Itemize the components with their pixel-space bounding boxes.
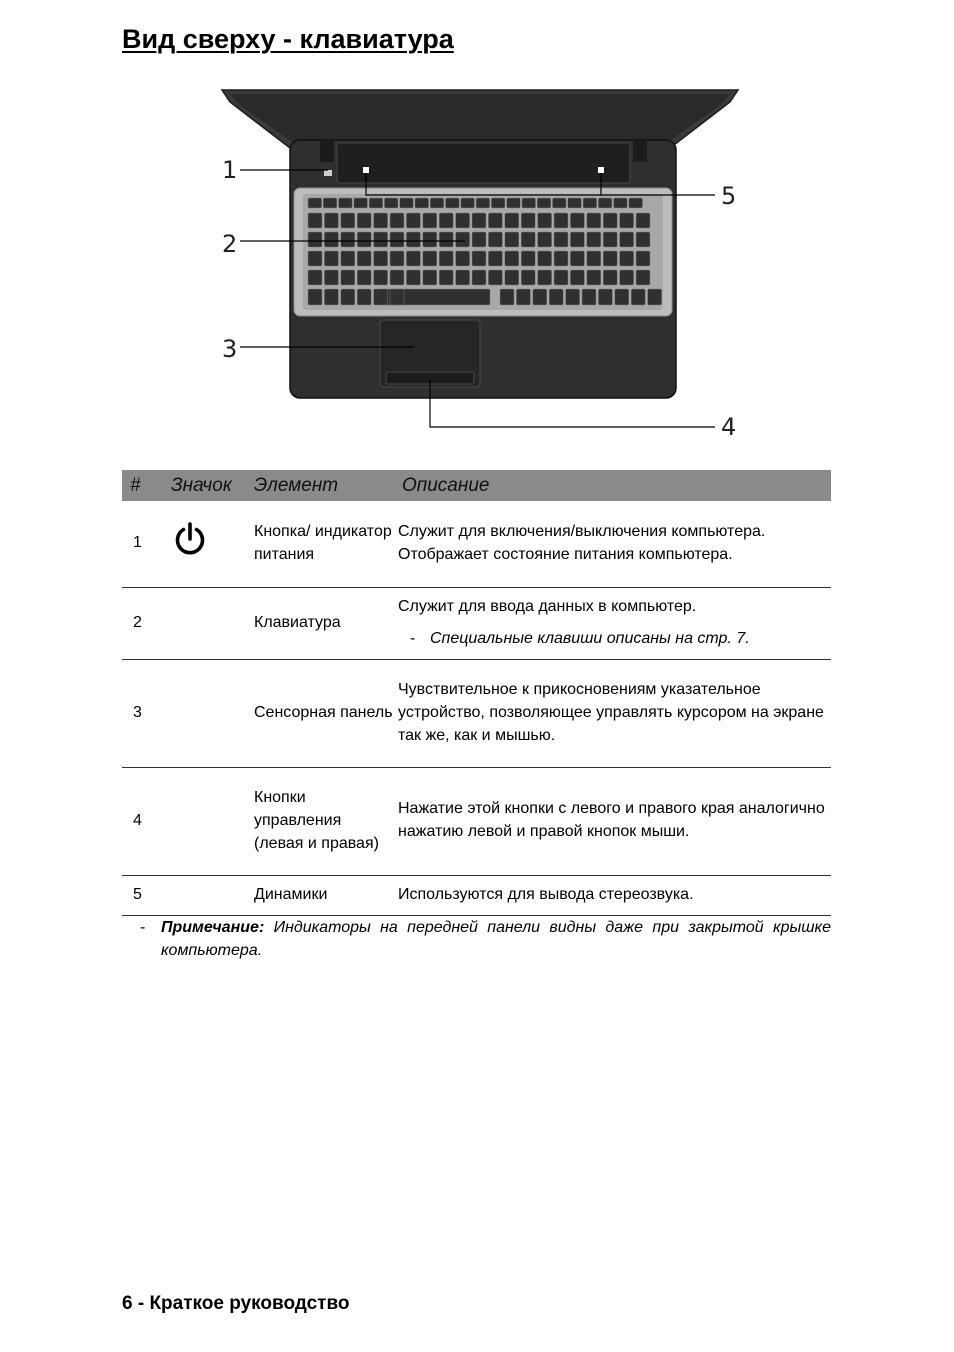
table-row	[122, 875, 831, 915]
laptop-top-view-figure	[200, 80, 760, 440]
row-element: Клавиатура	[246, 587, 394, 659]
row-description: Чувствительное к прикосновениям указательное устройство, позволяющее управлять курсором на экране так же, как и мышью.	[394, 659, 831, 767]
table-row	[122, 659, 831, 767]
row-num: 3	[122, 659, 163, 767]
subnote-dash: -	[410, 629, 416, 647]
header-num: #	[122, 470, 163, 501]
table-row	[122, 767, 831, 875]
row-description: Нажатие этой кнопки с левого и правого края аналогично нажатию левой и правой кнопок мыши.	[394, 767, 831, 875]
row-description: Используются для вывода стереозвука.	[394, 875, 831, 915]
callout-5: 5	[721, 182, 737, 210]
note-text: Индикаторы на передней панели видны даже при закрытой крышке компьютера.	[161, 919, 831, 959]
note-label: Примечание:	[161, 919, 265, 936]
power-icon	[163, 501, 246, 587]
callout-1: 1	[222, 156, 238, 184]
row-element: Кнопка/ индикатор питания	[246, 501, 394, 587]
row-num: 2	[122, 587, 163, 659]
laptop-illustration	[200, 80, 760, 440]
header-icon: Значок	[163, 470, 246, 501]
row-num: 5	[122, 875, 163, 915]
parts-table	[122, 470, 831, 916]
note-block	[140, 916, 831, 962]
table-header-row	[122, 470, 831, 501]
row-description: Служит для включения/выключения компьютера. Отображает состояние питания компьютера.	[394, 501, 831, 587]
table-row	[122, 587, 831, 659]
page-title: Вид сверху - клавиатура	[122, 24, 454, 54]
row-icon-empty	[163, 587, 246, 659]
note-dash: -	[140, 919, 146, 936]
header-element: Элемент	[246, 470, 394, 501]
row-subnote	[398, 627, 831, 650]
page-footer: 6 - Краткое руководство	[122, 1293, 350, 1314]
table-row	[122, 501, 831, 587]
row-element: Сенсорная панель	[246, 659, 394, 767]
callout-4: 4	[721, 413, 737, 441]
row-num: 1	[122, 501, 163, 587]
row-element: Кнопки управления (левая и правая)	[246, 767, 394, 875]
row-icon-empty	[163, 875, 246, 915]
callout-2: 2	[222, 230, 238, 258]
row-element: Динамики	[246, 875, 394, 915]
callout-3: 3	[222, 335, 238, 363]
row-icon-empty	[163, 767, 246, 875]
row-num: 4	[122, 767, 163, 875]
header-description: Описание	[394, 470, 831, 501]
row-description	[394, 587, 831, 659]
row-icon-empty	[163, 659, 246, 767]
row-description-text: Служит для ввода данных в компьютер.	[398, 597, 697, 615]
subnote-text: Специальные клавиши описаны на стр. 7.	[430, 629, 750, 647]
